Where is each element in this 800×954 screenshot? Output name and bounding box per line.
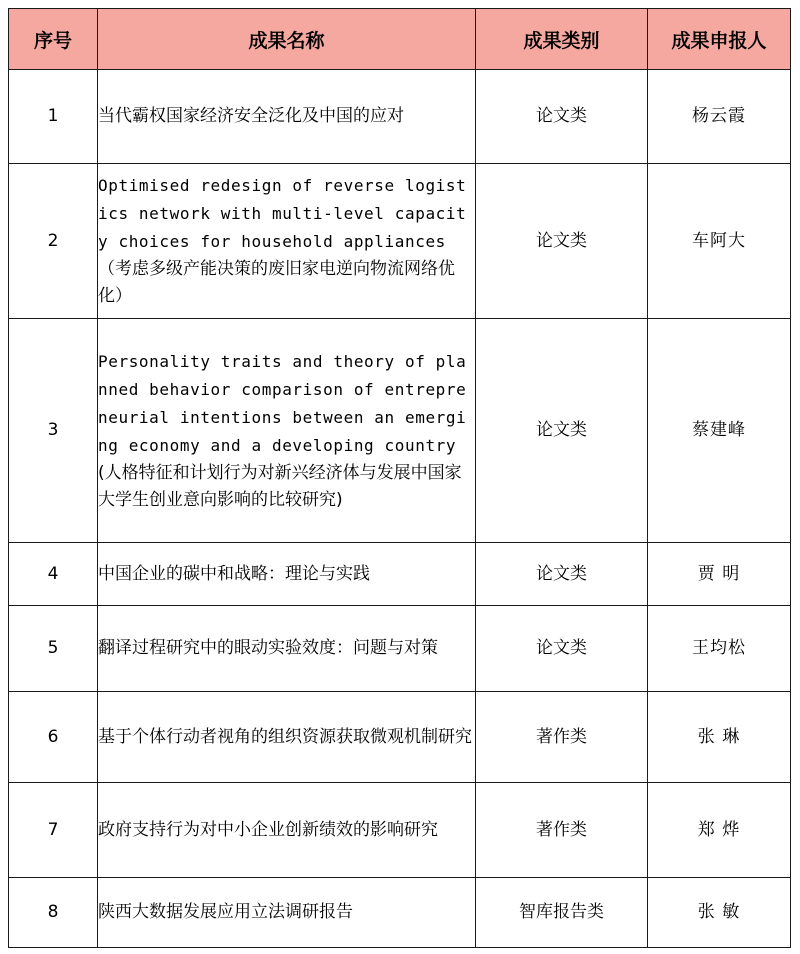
row-index: 4 (9, 543, 98, 606)
row-applicant: 车阿大 (648, 164, 791, 319)
table-row (9, 783, 791, 878)
row-name-text: 基于个体行动者视角的组织资源获取微观机制研究 (98, 726, 472, 747)
row-category: 论文类 (476, 606, 648, 692)
row-applicant: 郑 烨 (648, 783, 791, 878)
row-applicant: 张 敏 (648, 878, 791, 948)
row-name (98, 164, 476, 319)
row-applicant: 杨云霞 (648, 70, 791, 164)
row-name (98, 543, 476, 606)
row-index: 2 (9, 164, 98, 319)
row-name-text: 陕西大数据发展应用立法调研报告 (98, 902, 353, 922)
row-category: 智库报告类 (476, 878, 648, 948)
row-index: 5 (9, 606, 98, 692)
row-name-text: 当代霸权国家经济安全泛化及中国的应对 (98, 106, 404, 126)
row-name (98, 606, 476, 692)
table-row (9, 692, 791, 783)
row-name-text: 政府支持行为对中小企业创新绩效的影响研究 (98, 819, 438, 840)
header-index: 序号 (9, 9, 98, 70)
row-name (98, 878, 476, 948)
row-name-text (98, 348, 475, 514)
row-category: 论文类 (476, 164, 648, 319)
row-index: 6 (9, 692, 98, 783)
row-name (98, 692, 476, 783)
row-name-english: Optimised redesign of reverse logistics network with multi-level capacity choices for household appliances (98, 176, 467, 251)
row-applicant: 蔡建峰 (648, 319, 791, 543)
row-name-chinese: （考虑多级产能决策的废旧家电逆向物流网络优化） (98, 259, 455, 306)
row-name (98, 783, 476, 878)
row-name (98, 70, 476, 164)
header-row (9, 9, 791, 70)
row-category: 论文类 (476, 70, 648, 164)
row-name-text: 中国企业的碳中和战略：理论与实践 (98, 563, 370, 584)
row-name-english: Personality traits and theory of planned behavior comparison of entrepreneurial intentions between an emerging economy and a developing country (98, 351, 467, 455)
results-table (8, 8, 791, 948)
row-index: 8 (9, 878, 98, 948)
row-category: 论文类 (476, 543, 648, 606)
row-applicant: 张 琳 (648, 692, 791, 783)
table-row (9, 319, 791, 543)
table-row (9, 878, 791, 948)
row-index: 7 (9, 783, 98, 878)
row-name-text: 翻译过程研究中的眼动实验效度：问题与对策 (98, 638, 438, 658)
row-applicant: 王均松 (648, 606, 791, 692)
table-row (9, 606, 791, 692)
row-category: 著作类 (476, 783, 648, 878)
row-index: 3 (9, 319, 98, 543)
table-row (9, 70, 791, 164)
row-name-chinese: (人格特征和计划行为对新兴经济体与发展中国家大学生创业意向影响的比较研究) (98, 462, 462, 510)
table-row (9, 543, 791, 606)
row-category: 论文类 (476, 319, 648, 543)
header-name: 成果名称 (98, 9, 476, 70)
row-index: 1 (9, 70, 98, 164)
row-name (98, 319, 476, 543)
header-applicant: 成果申报人 (648, 9, 791, 70)
header-category: 成果类别 (476, 9, 648, 70)
table-row (9, 164, 791, 319)
row-name-text (98, 172, 475, 310)
row-applicant: 贾 明 (648, 543, 791, 606)
row-category: 著作类 (476, 692, 648, 783)
